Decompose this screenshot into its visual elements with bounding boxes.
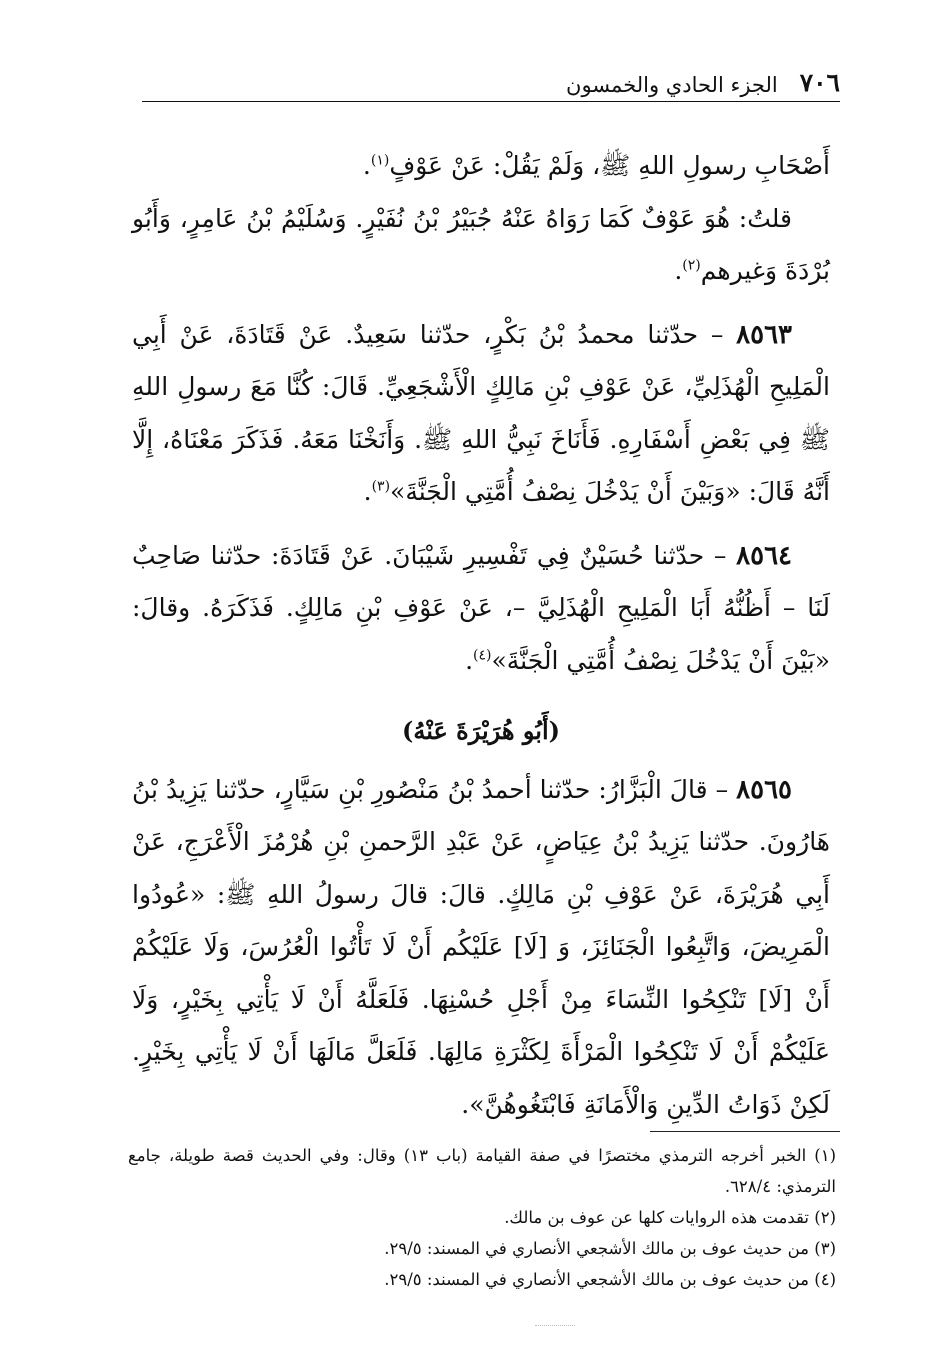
running-title: الجزء الحادي والخمسون — [566, 73, 778, 97]
hadith-8563: ٨٥٦٣ – حدّثنا محمدُ بْنُ بَكْرٍ، حدّثنا سَعِيدٌ. عَنْ قَتَادَةَ، عَنْ أَبِي الْمَلِيحِ الْهُذَلِيِّ، عَنْ عَوْفِ بْنِ مَالِكٍ الْأَشْجَعِيِّ. قَالَ: كُنَّا مَعَ رسولِ اللهِ ﷺ فِي بَعْضِ أَسْفَارِهِ. فَأَنَاخَ نَبِيُّ اللهِ ﷺ. وَأَنَخْنَا مَعَهُ. فَذَكَرَ مَعْنَاهُ، إِلَّا أَنَّهُ قَالَ: «وَبَيْنَ أَنْ يَدْخُلَ نِصْفُ أُمَّتِي الْجَنَّةَ»$^{(٣)}$. — [132, 319, 830, 506]
footnote-separator — [650, 1131, 840, 1132]
footnote-3: (٣) من حديث عوف بن مالك الأشجعي الأنصاري في المسند: ٢٩/٥. — [384, 1239, 836, 1258]
footnote-ref-3[interactable]: (٣) — [371, 478, 391, 495]
footnote-ref-1[interactable]: (١) — [370, 152, 390, 169]
hadith-8564: ٨٥٦٤ – حدّثنا حُسَيْنٌ فِي تَفْسِيرِ شَيْبَانَ. عَنْ قَتَادَةَ: حدّثنا صَاحِبٌ لَنَا – أَظُنُّهُ أَبَا الْمَلِيحِ الْهُذَلِيَّ –، عَنْ عَوْفِ بْنِ مَالِكٍ. فَذَكَرَهُ. وقالَ: «بَيْنَ أَنْ يَدْخُلَ نِصْفُ أُمَّتِي الْجَنَّةَ»$^{(٤)}$. — [132, 540, 830, 675]
footnote-1: (١) الخبر أخرجه الترمذي مختصرًا في صفة القيامة (باب ١٣) وقال: وفي الحديث قصة طويلة، جامع الترمذي: ٦٢٨/٤. — [128, 1146, 837, 1196]
main-text — [132, 140, 830, 1131]
footnote-ref-2[interactable]: (٢) — [682, 257, 701, 274]
hadith-8565: ٨٥٦٥ – قالَ الْبَزَّارُ: حدّثنا أحمدُ بْنُ مَنْصُورِ بْنِ سَيَّارٍ، حدّثنا يَزِيدُ بْنُ هَارُونَ. حدّثنا يَزِيدُ بْنُ عِيَاضٍ، عَنْ عَبْدِ الرَّحمنِ بْنِ هُرْمُزَ الْأَعْرَجِ، عَنْ أَبِي هُرَيْرَةَ، عَنْ عَوْفِ بْنِ مَالِكٍ. قالَ: قالَ رسولُ اللهِ ﷺ: «عُودُوا الْمَرِيضَ، وَاتَّبِعُوا الْجَنَائِزَ، وَ [لَا] عَلَيْكُم أَنْ لَا تَأْتُوا الْعُرُسَ، وَلَا عَلَيْكُمْ أَنْ [لَا] تَنْكِحُوا النِّسَاءَ مِنْ أَجْلِ حُسْنِهَا. فَلَعَلَّهُ أَنْ لَا يَأْتِي بِخَيْرٍ، وَلَا عَلَيْكُمْ أَنْ لَا تَنْكِحُوا الْمَرْأَةَ لِكَثْرَةِ مَالِهَا. فَلَعَلَّ مَالَهَا أَنْ لَا يَأْتِي بِخَيْرٍ. لَكِنْ ذَوَاتُ الدِّينِ وَالْأَمَانَةِ فَابْتَغُوهُنَّ». — [132, 774, 830, 1119]
paragraph-2: قلتُ: هُوَ عَوْفٌ كَمَا رَوَاهُ عَنْهُ جُبَيْرُ بْنُ نُفَيْرٍ. وَسُلَيْمُ بْنُ عَامِرٍ، وَأَبُو بُرْدَةَ وَغيرهم$^{(٢)}$. — [132, 203, 830, 285]
footnote-ref-4[interactable]: (٤) — [473, 647, 492, 664]
paragraph-1: أَصْحَابِ رسولِ اللهِ ﷺ، وَلَمْ يَقُلْ: عَنْ عَوْفٍ$^{(١)}$. — [362, 151, 830, 180]
section-heading: (أَبُو هُرَيْرَةَ عَنْهُ) — [402, 716, 560, 745]
scan-artifact — [535, 1325, 575, 1332]
page-number: ٧٠٦ — [799, 68, 840, 97]
hadith-number: ٨٥٦٤ — [736, 540, 792, 571]
footnote-4: (٤) من حديث عوف بن مالك الأشجعي الأنصاري في المسند: ٢٩/٥. — [384, 1270, 836, 1289]
footnote-2: (٢) تقدمت هذه الروايات كلها عن عوف بن مالك. — [504, 1208, 836, 1227]
hadith-number: ٨٥٦٣ — [736, 319, 792, 350]
page-header — [142, 62, 840, 102]
hadith-number: ٨٥٦٥ — [736, 774, 792, 805]
footnotes — [128, 1140, 836, 1295]
